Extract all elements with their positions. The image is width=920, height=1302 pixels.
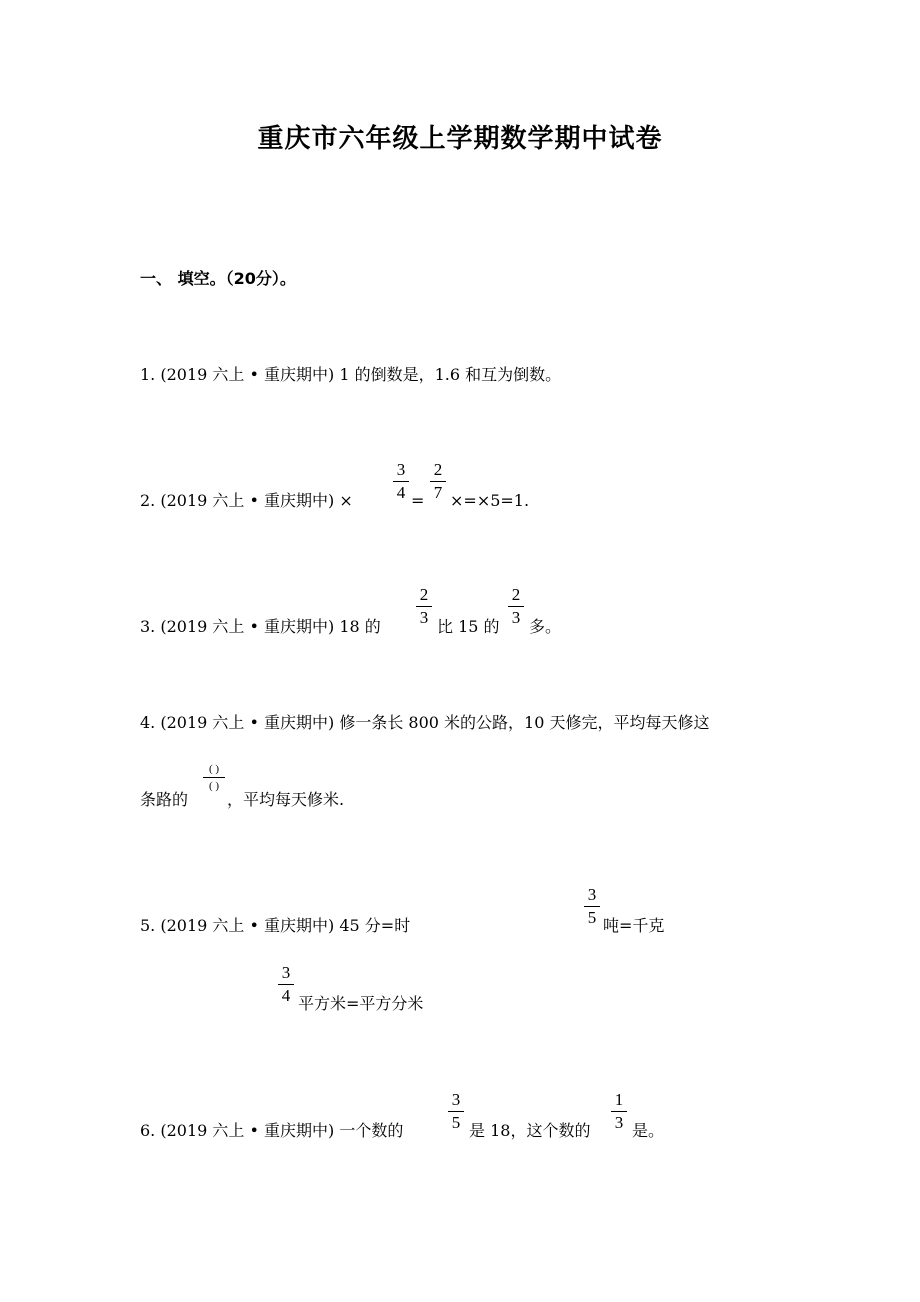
question-2-equals: = [411, 491, 425, 510]
question-2-prefix: 2. (2019 六上 • 重庆期中) × [140, 491, 353, 510]
question-4-line-1: 4. (2019 六上 • 重庆期中) 修一条长 800 米的公路，10 天修完，平均每天修这 [140, 713, 710, 732]
fraction-numerator: 2 [430, 460, 446, 482]
question-4-blank-fraction [203, 762, 225, 793]
question-3-fraction-2 [508, 585, 524, 628]
fraction-denominator: 4 [396, 483, 406, 502]
fraction-numerator: 2 [508, 585, 524, 607]
fraction-numerator: 1 [611, 1090, 627, 1112]
fraction-denominator: 3 [419, 608, 429, 627]
page-title: 重庆市六年级上学期数学期中试卷 [257, 124, 663, 154]
question-6-suffix: 是。 [632, 1121, 665, 1140]
question-2-fraction-1 [393, 460, 409, 503]
question-1: 1. (2019 六上 • 重庆期中) 1 的倒数是，1.6 和互为倒数。 [140, 365, 562, 384]
fraction-numerator-blank: ( ) [203, 762, 225, 778]
fraction-numerator: 3 [584, 885, 600, 907]
question-4-suffix: ，平均每天修米. [227, 790, 345, 809]
question-5-prefix: 5. (2019 六上 • 重庆期中) 45 分=时 [140, 916, 411, 935]
fraction-numerator: 3 [278, 963, 294, 985]
fraction-denominator-blank: ( ) [208, 780, 220, 792]
question-5-fraction-2 [278, 963, 294, 1006]
question-3-middle: 比 15 的 [437, 617, 500, 636]
question-2-suffix: ×=×5=1. [450, 491, 530, 510]
fraction-numerator: 2 [416, 585, 432, 607]
fraction-denominator: 5 [587, 908, 597, 927]
question-3-fraction-1 [416, 585, 432, 628]
fraction-denominator: 4 [281, 986, 291, 1005]
question-3-suffix: 多。 [529, 617, 562, 636]
question-6-middle: 是 18，这个数的 [469, 1121, 591, 1140]
fraction-denominator: 5 [451, 1113, 461, 1132]
question-6-fraction-2 [611, 1090, 627, 1133]
question-2-fraction-2 [430, 460, 446, 503]
question-6-prefix: 6. (2019 六上 • 重庆期中) 一个数的 [140, 1121, 404, 1140]
fraction-numerator: 3 [393, 460, 409, 482]
question-6-fraction-1 [448, 1090, 464, 1133]
question-3-prefix: 3. (2019 六上 • 重庆期中) 18 的 [140, 617, 381, 636]
fraction-denominator: 3 [511, 608, 521, 627]
question-5-part-2: 吨=千克 [603, 916, 665, 935]
fraction-numerator: 3 [448, 1090, 464, 1112]
question-4-prefix: 条路的 [140, 790, 189, 809]
question-5-fraction-1 [584, 885, 600, 928]
question-5-part-3: 平方米=平方分米 [298, 994, 424, 1013]
fraction-denominator: 3 [614, 1113, 624, 1132]
fraction-denominator: 7 [433, 483, 443, 502]
section-heading-fill-in: 一、 填空。（20分）。 [140, 269, 296, 288]
